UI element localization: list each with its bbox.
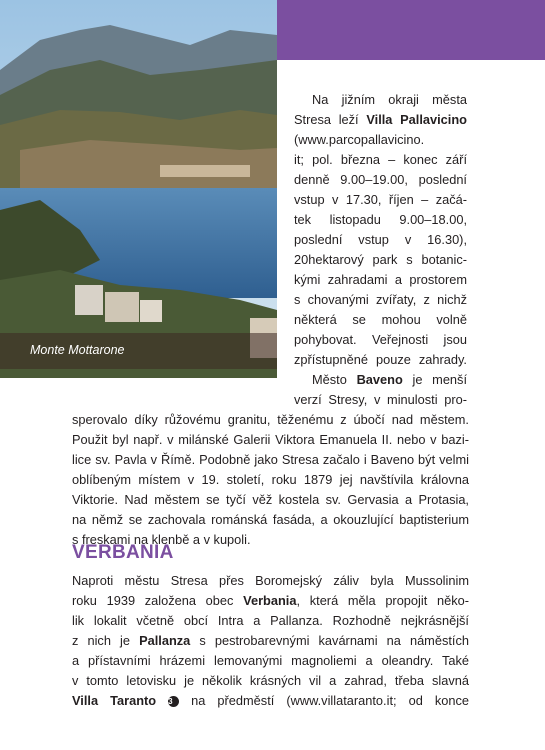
text-line: Viktorie. Nad městem se tyčí věž kostela sv. Gervasia a Protasia,: [72, 492, 469, 507]
text-line: roku 1939 založena obec Verbania, která měla propojit něko-: [72, 593, 469, 608]
text-line: vstup v 17.30, říjen – začá-: [294, 192, 467, 207]
baveno-name: Baveno: [356, 372, 403, 387]
text-line: poslední vstup v 16.30),: [294, 232, 467, 247]
text-line: it; pol. března – konec září: [294, 152, 467, 167]
text-line: s freskami na klenbě a v kupoli.: [72, 532, 251, 547]
text-line: Město Baveno je menší: [312, 372, 468, 387]
text-line: Naproti městu Stresa přes Boromejský záliv byla Mussolinim: [72, 573, 469, 588]
lake-photo: [0, 0, 277, 378]
pallanza-name: Pallanza: [139, 633, 191, 648]
section-heading: VERBANIA: [72, 542, 174, 563]
text-line: zpřístupněné pouze zahrady.: [294, 352, 467, 367]
text-line: tek listopadu 9.00–18.00,: [294, 212, 467, 227]
text-line: některá se mohou volně: [294, 312, 467, 327]
text-line: pohybovat. Veřejnosti jsou: [294, 332, 467, 347]
text-line: kými zahradami a prostorem: [294, 272, 467, 287]
text-line: na němž se zachovala románská fasáda, a okouzlující baptisterium: [72, 512, 469, 527]
text-line: sperovalo díky růžovému granitu, těženému z úbočí nad městem.: [72, 412, 469, 427]
text-line: verzí Stresy, v minulosti pro-: [294, 392, 467, 407]
right-column-text: [294, 90, 467, 390]
text-line: a přístavními hrázemi lemovanými magnoliemi a oleandry. Také: [72, 653, 469, 668]
text-line: Villa Taranto 3 na předměstí (www.villataranto.it; od konce: [72, 693, 469, 708]
verbania-paragraph: [72, 571, 469, 711]
photo-caption: Monte Mottarone: [30, 343, 125, 357]
text-line: Stresa leží Villa Pallavicino: [294, 112, 467, 127]
verbania-name: Verbania: [243, 593, 297, 608]
text-line: Na jižním okraji města: [312, 92, 467, 107]
villa-pallavicino-name: Villa Pallavicino: [366, 112, 467, 127]
text-line: denně 9.00–19.00, poslední: [294, 172, 467, 187]
purple-header-bar: [277, 0, 545, 60]
text-line: Použit byl např. v milánské Galerii Viktora Emanuela II. nebo v bazi-: [72, 432, 469, 447]
villa-taranto-name: Villa Taranto: [72, 693, 157, 708]
text-line: z nich je Pallanza s pestrobarevnými kavárnami na náměstích: [72, 633, 469, 648]
text-line: (www.parcopallavicino.: [294, 132, 425, 147]
text-line: oblíbeným místem v 19. století, roku 1879 jej navštívila královna: [72, 472, 469, 487]
text-line: s chovanými zvířaty, z nichž: [294, 292, 467, 307]
baveno-paragraph: [72, 410, 469, 550]
map-marker-3-icon: 3: [168, 696, 179, 707]
text-line: lik lokalit včetně obcí Intra a Pallanza. Rozhodně nejkrásnější: [72, 613, 469, 628]
text-line: lice sv. Pavla v Římě. Podobně jako Stresa začalo i Baveno být velmi: [72, 452, 469, 467]
right-column-last-line: [294, 390, 467, 410]
text-line: 20hektarový park s botanic-: [294, 252, 467, 267]
text-line: v tomto letovisku je několik krásných vil a zahrad, třeba slavná: [72, 673, 469, 688]
